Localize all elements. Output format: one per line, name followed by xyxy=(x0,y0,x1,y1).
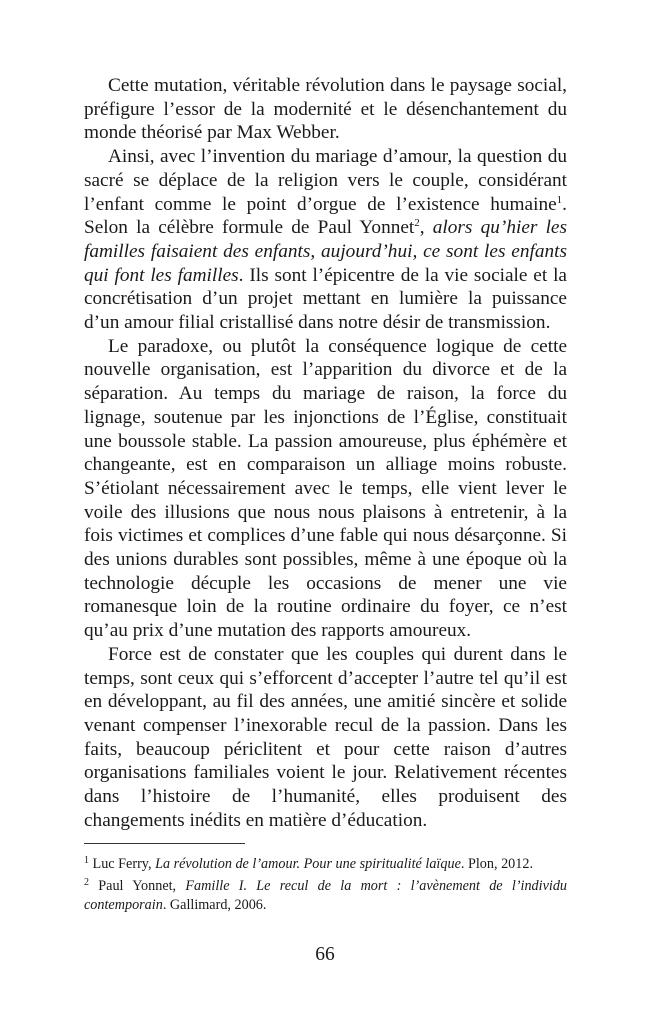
paragraph-3 xyxy=(84,335,567,643)
paragraph-1-text: Cette mutation, véritable révolution dans le paysage social, préfigure l’essor de la modernité et le désenchantement du monde théorisé par Max Webber. xyxy=(84,75,567,144)
footnote-ref-2[interactable]: 2 xyxy=(414,217,420,230)
paragraph-1 xyxy=(84,74,567,145)
paragraph-2-text-a: Ainsi, avec l’invention du mariage d’amour, la question du sacré se déplace de la religion vers le couple, considérant l’enfant comme le point d’orgue de l’existence humaine xyxy=(84,146,567,215)
paragraph-4 xyxy=(84,643,567,833)
quoted-formula: alors qu’hier les familles faisaient des enfants, aujourd’hui, ce sont les enfants qui font les familles xyxy=(84,217,567,286)
footnote-1-mark: 1 xyxy=(84,855,89,866)
footnote-2 xyxy=(84,877,567,916)
footnote-ref-1[interactable]: 1 xyxy=(556,193,563,206)
footnote-2-publisher: . Gallimard, 2006. xyxy=(162,897,267,913)
page-number: 66 xyxy=(315,944,335,965)
footnote-separator xyxy=(84,843,245,844)
paragraph-2-text-c: , xyxy=(419,217,433,239)
footnote-1 xyxy=(84,855,567,875)
footnote-1-author: Luc Ferry, xyxy=(89,856,156,872)
paragraph-2-text-b: . Selon la célèbre formule de Paul Yonnet xyxy=(84,193,567,239)
main-text xyxy=(84,74,567,833)
paragraph-2-text-d: . Ils sont l’épicentre de la vie sociale et la concrétisation d’un projet mettant en lumière la puissance d’un amour filial cristallisé dans notre désir de transmission. xyxy=(84,264,567,334)
paragraph-2 xyxy=(84,145,567,335)
footnote-1-title: La révolution de l’amour. Pour une spiritualité laïque xyxy=(155,856,461,872)
footnote-1-publisher: . Plon, 2012. xyxy=(460,856,534,872)
footnotes xyxy=(84,855,567,918)
footnote-2-title: Famille I. Le recul de la mort : l’avènement de l’individu contemporain xyxy=(84,877,568,913)
footnote-2-author: Paul Yonnet, xyxy=(89,877,186,894)
footnote-2-mark: 2 xyxy=(84,876,89,888)
paragraph-4-text: Force est de constater que les couples qui durent dans le temps, sont ceux qui s’efforcent d’accepter l’autre tel qu’il est en développant, au fil des années, une amitié sincère et solide venant compenser l’inexorable recul de la passion. Dans les faits, beaucoup périclitent et pour cette raison d’autres organisations familiales voient le jour. Relativement récentes dans l’histoire de l’humanité, elles produisent des changements inédits en matière d’éducation. xyxy=(84,643,567,831)
paragraph-3-text: Le paradoxe, ou plutôt la conséquence logique de cette nouvelle organisation, est l’apparition du divorce et de la séparation. Au temps du mariage de raison, la force du lignage, soutenue par les injonctions de l’Église, constituait une boussole stable. La passion amoureuse, plus éphémère et changeante, est en comparaison un alliage moins robuste. S’étiolant nécessairement avec le temps, elle vient lever le voile des illusions que nous nous plaisons à entretenir, à la fois victimes et complices d’une fable qui nous désarçonne. Si des unions durables sont possibles, même à une époque où la technologie décuple les occasions de mener une vie romanesque loin de la routine ordinaire du foyer, ce n’est qu’au prix d’une mutation des rapports amoureux. xyxy=(84,335,567,642)
